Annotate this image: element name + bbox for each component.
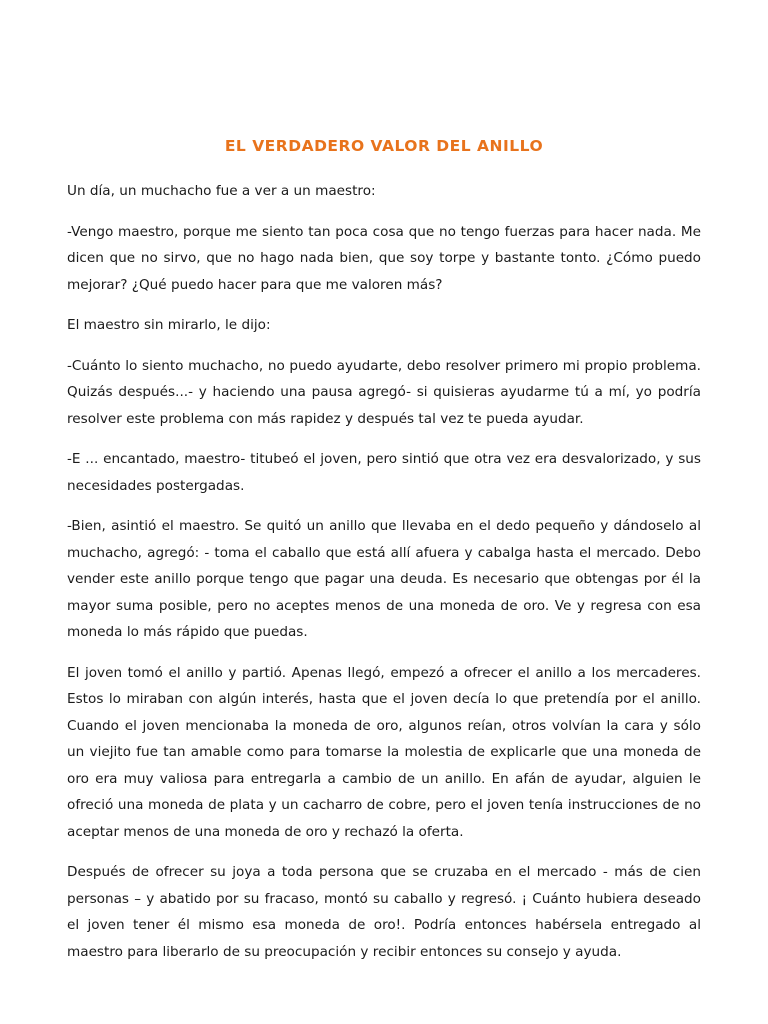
paragraph-7: El joven tomó el anillo y partió. Apenas llegó, empezó a ofrecer el anillo a los mercaderes. Estos lo miraban con algún interés, hasta que el joven decía lo que pretendía por el anillo. Cuando el joven mencionaba la moneda de oro, algunos reían, otros volvían la cara y sólo un viejito fue tan amable como para tomarse la molestia de explicarle que una moneda de oro era muy valiosa para entregarla a cambio de un anillo. En afán de ayudar, alguien le ofreció una moneda de plata y un cacharro de cobre, pero el joven tenía instrucciones de no aceptar menos de una moneda de oro y rechazó la oferta. [67,664,701,840]
document-body [67,178,701,979]
paragraph-1: Un día, un muchacho fue a ver a un maestro: [67,183,376,199]
paragraph-2: -Vengo maestro, porque me siento tan poca cosa que no tengo fuerzas para hacer nada. Me dicen que no sirvo, que no hago nada bien, que soy torpe y bastante tonto. ¿Cómo puedo mejorar? ¿Qué puedo hacer para que me valoren más? [67,223,701,293]
document-title: EL VERDADERO VALOR DEL ANILLO [224,137,544,155]
paragraph-3: El maestro sin mirarlo, le dijo: [67,317,271,333]
paragraph-8: Después de ofrecer su joya a toda persona que se cruzaba en el mercado - más de cien personas – y abatido por su fracaso, montó su caballo y regresó. ¡ Cuánto hubiera deseado el joven tener él mismo esa moneda de oro!. Podría entonces habérsela entregado al maestro para liberarlo de su preocupación y recibir entonces su consejo y ayuda. [67,864,701,960]
paragraph-5: -E ... encantado, maestro- titubeó el joven, pero sintió que otra vez era desvalorizado, y sus necesidades postergadas. [67,451,701,494]
paragraph-6: -Bien, asintió el maestro. Se quitó un anillo que llevaba en el dedo pequeño y dándoselo al muchacho, agregó: - toma el caballo que está allí afuera y cabalga hasta el mercado. Debo vender este anillo porque tengo que pagar una deuda. Es necesario que obtengas por él la mayor suma posible, pero no aceptes menos de una moneda de oro. Ve y regresa con esa moneda lo más rápido que puedas. [67,518,701,640]
paragraph-4: -Cuánto lo siento muchacho, no puedo ayudarte, debo resolver primero mi propio problema. Quizás después...- y haciendo una pausa agregó- si quisieras ayudarme tú a mí, yo podría resolver este problema con más rapidez y después tal vez te pueda ayudar. [67,357,701,427]
